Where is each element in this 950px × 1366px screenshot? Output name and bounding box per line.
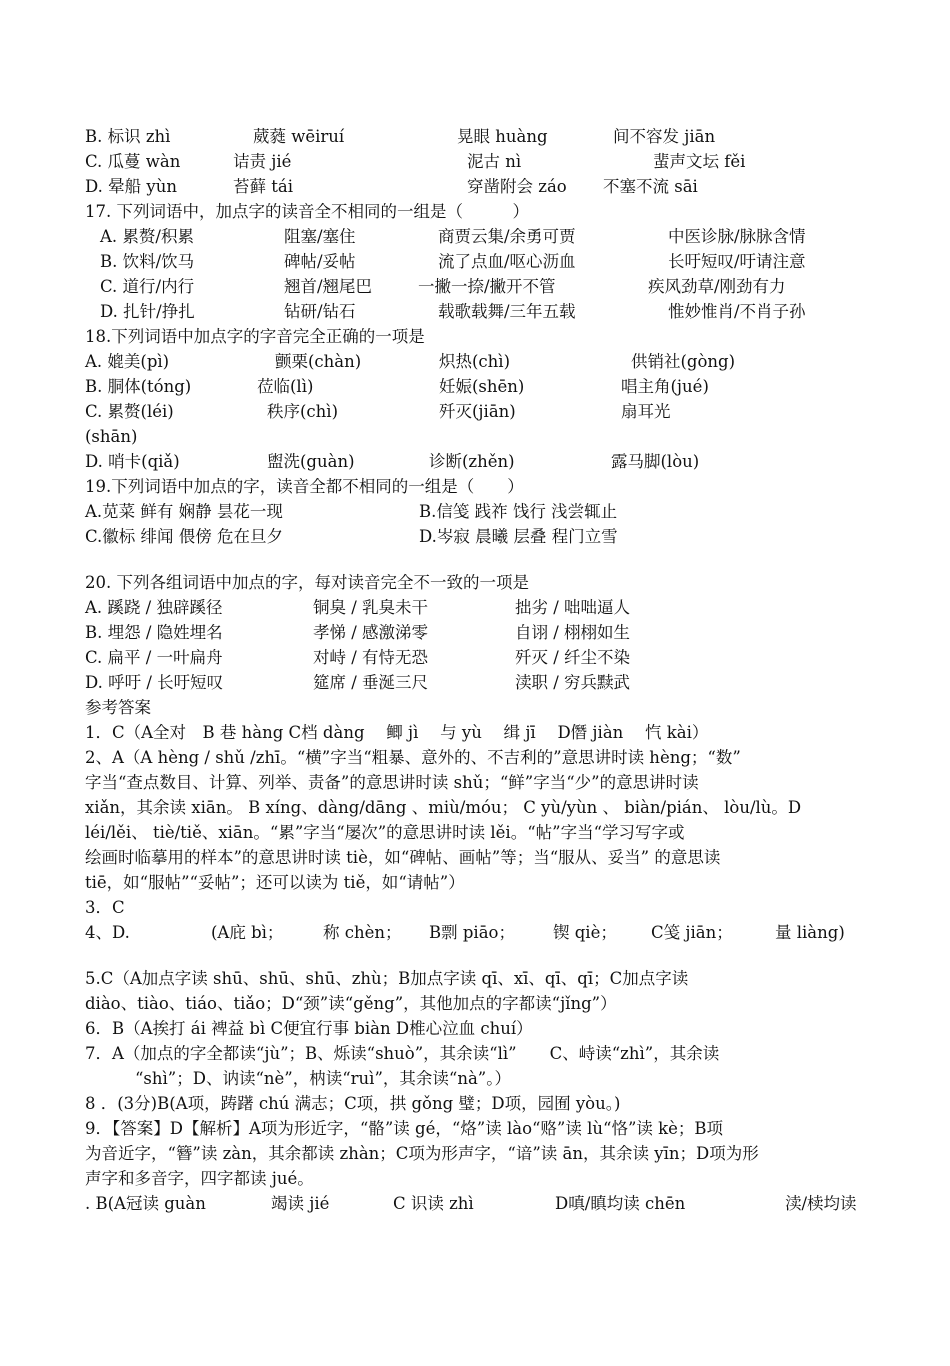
q16-b-word-2: 葳蕤 wēiruí xyxy=(253,127,345,146)
q20-option-d xyxy=(85,670,631,695)
q17-d-word-2: 钻研/钻石 xyxy=(284,302,356,321)
q20-d-word-3: 渎职 / 穷兵黩武 xyxy=(515,673,631,692)
q16-d-word-2: 苔藓 tái xyxy=(233,177,293,196)
answer-10-part-3: C 识读 zhì xyxy=(393,1194,474,1213)
answer-7-line-1: 7．A（加点的字全都读“jù”；B、烁读“shuò”，其余读“lì” C、峙读“zhì”，其余读 xyxy=(85,1044,720,1063)
q19-option-d: D.岑寂 晨曦 层叠 程门立雪 xyxy=(419,527,618,546)
q20-b-word-1: B. 埋怨 / 隐姓埋名 xyxy=(85,623,223,642)
q20-stem: 20. 下列各组词语中加点的字，每对读音完全不一致的一项是 xyxy=(85,573,529,592)
answer-4-part-6: 量 liàng) xyxy=(775,923,845,942)
q18-c-word-2: 秩序(chì) xyxy=(267,402,339,421)
q19-option-c: C.徽标 绯闻 偎傍 危在旦夕 xyxy=(85,527,284,546)
answer-4-part-5: C笺 jiān； xyxy=(651,923,733,942)
q17-option-d xyxy=(100,299,806,324)
q18-a-word-2: 颤栗(chàn) xyxy=(275,352,362,371)
q16-option-d xyxy=(85,174,698,199)
answer-10-part-1: . B(A冠读 guàn xyxy=(85,1194,206,1213)
q17-stem: 17. 下列词语中，加点字的读音全不相同的一组是（ ） xyxy=(85,202,529,221)
answer-2-line-1: 2、A（A hèng / shǔ /zhī。“横”字当“粗暴、意外的、不吉利的”意思讲时读 hèng；“数” xyxy=(85,748,741,767)
q17-a-word-2: 阻塞/塞住 xyxy=(284,227,356,246)
answer-9-line-1: 9．【答案】D【解析】A项为形近字，“骼”读 gé，“烙”读 lào“赂”读 lù“恪”读 kè；B项 xyxy=(85,1119,724,1138)
q16-b-word-1: B. 标识 zhì xyxy=(85,127,171,146)
q17-c-word-1: C. 道行/内行 xyxy=(100,277,195,296)
answer-2-line-3: xiǎn，其余读 xiān。 B xíng、dàng/dāng 、miù/móu； C yù/yùn 、 biàn/pián、 lòu/lù。D xyxy=(85,798,802,817)
q19-options-ab xyxy=(85,499,618,524)
answer-4 xyxy=(85,920,845,945)
q18-option-a xyxy=(85,349,736,374)
q18-option-c xyxy=(85,399,671,424)
q18-option-b xyxy=(85,374,709,399)
q17-a-word-3: 商贾云集/余勇可贾 xyxy=(438,227,576,246)
answer-9-line-3: 声字和多音字，四字都读 jué。 xyxy=(85,1169,314,1188)
answer-4-choice: 4、D. xyxy=(85,923,130,942)
q18-d-word-3: 诊断(zhěn) xyxy=(429,452,515,471)
q16-c-word-3: 泥古 nì xyxy=(467,152,522,171)
q18-c-word-3: 歼灭(jiān) xyxy=(439,402,516,421)
q16-c-word-4: 蜚声文坛 fěi xyxy=(653,152,746,171)
answer-8: 8 ．(3分)B(A项，踌躇 chú 满志；C项，拱 gǒng 璧；D项，园囿 yòu。) xyxy=(85,1094,621,1113)
answer-9-line-2: 为音近字，“簪”读 zàn，其余都读 zhàn；C项为形声字，“谙”读 ān，其余读 yīn；D项为形 xyxy=(85,1144,759,1163)
answer-5-line-1: 5.C（A加点字读 shū、shū、shū、zhù；B加点字读 qī、xī、qī、qī；C加点字读 xyxy=(85,969,689,988)
q16-d-word-4: 不塞不流 sāi xyxy=(603,177,698,196)
q17-option-c xyxy=(100,274,786,299)
q18-c-pinyin-wrap: (shān) xyxy=(85,427,138,446)
q17-b-word-1: B. 饮料/饮马 xyxy=(100,252,195,271)
q20-b-word-3: 自诩 / 栩栩如生 xyxy=(515,623,631,642)
q17-c-word-2: 翘首/翘尾巴 xyxy=(284,277,373,296)
q17-c-word-4: 疾风劲草/刚劲有力 xyxy=(648,277,786,296)
q18-a-word-4: 供销社(gòng) xyxy=(631,352,736,371)
answer-7-line-2: “shì”；D、讷读“nè”，枘读“ruì”，其余读“nà”。） xyxy=(135,1069,511,1088)
q17-d-word-3: 载歌载舞/三年五载 xyxy=(438,302,576,321)
q19-options-cd xyxy=(85,524,618,549)
q17-a-word-4: 中医诊脉/脉脉含情 xyxy=(668,227,806,246)
answer-5-line-2: diào、tiào、tiáo、tiǎo；D“颈”读“gěng”，其他加点的字都读“jǐng”） xyxy=(85,994,617,1013)
q18-a-word-1: A. 媲美(pì) xyxy=(85,352,170,371)
q20-option-a xyxy=(85,595,631,620)
answer-4-part-1: (A庇 bì； xyxy=(211,923,284,942)
q16-b-word-4: 间不容发 jiān xyxy=(613,127,716,146)
answer-4-part-2: 称 chèn； xyxy=(323,923,402,942)
q20-b-word-2: 孝悌 / 感激涕零 xyxy=(313,623,429,642)
q17-option-b xyxy=(100,249,806,274)
q18-c-word-1: C. 累赘(léi) xyxy=(85,402,174,421)
q20-a-word-2: 铜臭 / 乳臭未干 xyxy=(313,598,429,617)
q17-d-word-1: D. 扎针/挣扎 xyxy=(100,302,195,321)
q16-c-word-1: C. 瓜蔓 wàn xyxy=(85,152,181,171)
q20-d-word-2: 筵席 / 垂涎三尺 xyxy=(313,673,429,692)
q16-option-c xyxy=(85,149,746,174)
q20-option-b xyxy=(85,620,631,645)
answer-10 xyxy=(85,1191,857,1216)
q20-c-word-2: 对峙 / 有恃无恐 xyxy=(313,648,429,667)
q16-d-word-3: 穿凿附会 záo xyxy=(467,177,567,196)
q18-b-word-2: 莅临(lì) xyxy=(257,377,314,396)
answer-1: 1．C（A全对 B 巷 hàng C档 dàng 鲫 jì 与 yù 缉 jī D僭 jiàn 忾 kài） xyxy=(85,723,709,742)
q17-b-word-3: 流了点血/呕心沥血 xyxy=(438,252,576,271)
q17-c-word-3: 一撇一捺/撇开不管 xyxy=(418,277,556,296)
q18-b-word-3: 妊娠(shēn) xyxy=(439,377,525,396)
q18-b-word-4: 唱主角(jué) xyxy=(621,377,709,396)
q17-b-word-4: 长吁短叹/吁请注意 xyxy=(668,252,806,271)
q20-c-word-1: C. 扁平 / 一叶扁舟 xyxy=(85,648,223,667)
answer-2-line-4: léi/lěi、 tiè/tiě、xiān。“累”字当“屡次”的意思讲时读 lěi。“帖”字当“学习写字或 xyxy=(85,823,685,842)
answer-10-part-2: 竭读 jié xyxy=(271,1194,330,1213)
q19-option-a: A.苋菜 鲜有 娴静 昙花一现 xyxy=(85,502,283,521)
answer-4-part-4: 锲 qiè； xyxy=(553,923,617,942)
q18-a-word-3: 炽热(chì) xyxy=(439,352,511,371)
answer-3: 3．C xyxy=(85,898,125,917)
q17-d-word-4: 惟妙惟肖/不肖子孙 xyxy=(668,302,806,321)
answer-6: 6．B（A挨打 ái 裨益 bì C便宜行事 biàn D椎心泣血 chuí） xyxy=(85,1019,533,1038)
q18-option-d xyxy=(85,449,700,474)
answer-2-line-5: 绘画时临摹用的样本”的意思讲时读 tiè，如“碑帖、画帖”等；当“服从、妥当” 的意思读 xyxy=(85,848,721,867)
q16-c-word-2: 诘责 jié xyxy=(233,152,292,171)
q20-a-word-3: 拙劣 / 咄咄逼人 xyxy=(515,598,631,617)
q17-b-word-2: 碑帖/妥帖 xyxy=(284,252,356,271)
answer-2-line-6: tiē，如“服帖”“妥帖”；还可以读为 tiě，如“请帖”） xyxy=(85,873,465,892)
answer-10-part-4: D嗔/瞋均读 chēn xyxy=(555,1194,686,1213)
q19-stem: 19.下列词语中加点的字，读音全都不相同的一组是（ ） xyxy=(85,477,524,496)
q16-d-word-1: D. 晕船 yùn xyxy=(85,177,177,196)
q20-d-word-1: D. 呼吁 / 长吁短叹 xyxy=(85,673,224,692)
q18-d-word-2: 盥洗(guàn) xyxy=(267,452,355,471)
answer-2-line-2: 字当“查点数目、计算、列举、责备”的意思讲时读 shǔ；“鲜”字当“少”的意思讲时读 xyxy=(85,773,699,792)
q20-a-word-1: A. 蹊跷 / 独辟蹊径 xyxy=(85,598,223,617)
answer-4-part-3: B剽 piāo； xyxy=(429,923,515,942)
q18-option-c-cont xyxy=(85,424,138,449)
q20-option-c xyxy=(85,645,631,670)
q16-b-word-3: 晃眼 huàng xyxy=(457,127,548,146)
q17-a-word-1: A. 累赘/积累 xyxy=(100,227,194,246)
q18-b-word-1: B. 胴体(tóng) xyxy=(85,377,192,396)
q17-option-a xyxy=(100,224,806,249)
q18-stem: 18.下列词语中加点字的字音完全正确的一项是 xyxy=(85,327,425,346)
q19-option-b: B.信笺 践祚 饯行 浅尝辄止 xyxy=(419,502,618,521)
q20-c-word-3: 歼灭 / 纤尘不染 xyxy=(515,648,631,667)
answers-heading: 参考答案 xyxy=(85,698,151,717)
answer-10-part-5: 渎/椟均读 xyxy=(785,1194,857,1213)
q18-d-word-1: D. 哨卡(qiǎ) xyxy=(85,452,180,471)
q16-option-b xyxy=(85,124,716,149)
q18-d-word-4: 露马脚(lòu) xyxy=(611,452,700,471)
q18-c-word-4: 扇耳光 xyxy=(621,402,671,421)
